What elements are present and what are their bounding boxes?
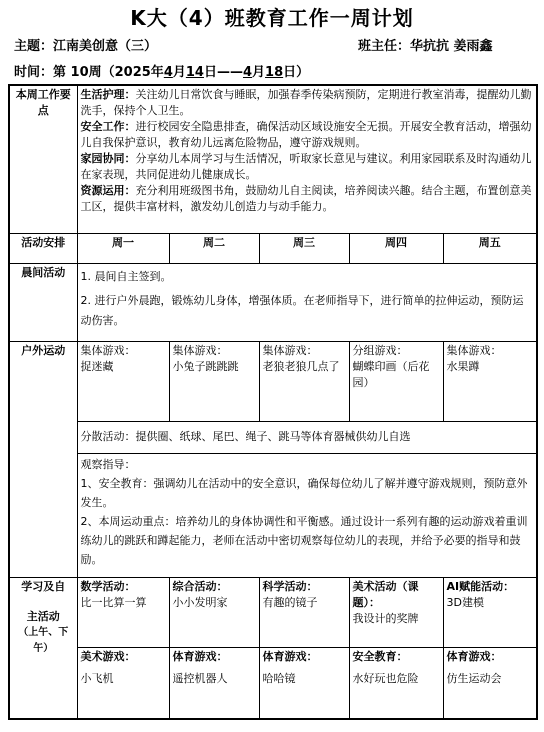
theme-line (14, 35, 157, 54)
study-cell: 美术活动（课题）： 我设计的奖牌 (349, 577, 443, 647)
focus-label: 本周工作要点 (9, 85, 77, 233)
teachers-value: 华抗抗 姜雨鑫 (410, 39, 493, 54)
start-month: 4 (163, 65, 173, 80)
day-wed: 周三 (259, 233, 349, 263)
morning-row (9, 263, 537, 341)
guidance-line: 1、安全教育：强调幼儿在活动中的安全意识，确保每位幼儿了解并遵守游戏规则，预防意外发生。 (80, 476, 528, 509)
time-line: 时间：第 10周（2025年4月14日——4月18日） (14, 65, 310, 80)
plan-table (8, 84, 538, 720)
theme-value: 江南美创意（三） (53, 39, 158, 54)
study-cell: 体育游戏： 遥控机器人 (169, 647, 259, 719)
start-day: 14 (185, 65, 204, 80)
day-mon: 周一 (77, 233, 169, 263)
game-cell: 集体游戏： 水果蹲 (443, 341, 537, 421)
morning-content (77, 263, 537, 341)
game-cell: 集体游戏： 捉迷藏 (77, 341, 169, 421)
day-tue: 周二 (169, 233, 259, 263)
guidance-line: 2、本周运动重点：培养幼儿的身体协调性和平衡感。通过设计一系列有趣的运动游戏着重训练幼儿的跳跃和蹲起能力，老师在活动中密切观察每位幼儿的表现，并给予必要的指导和鼓励。 (80, 514, 528, 566)
focus-content (77, 85, 537, 233)
game-cell: 集体游戏： 小兔子跳跳跳 (169, 341, 259, 421)
guidance-content (77, 453, 537, 577)
outdoor-games-row (9, 341, 537, 421)
scatter-activity: 分散活动：提供圈、纸球、尾巴、绳子、跳马等体育器械供幼儿自选 (77, 421, 537, 453)
study-cell: 美术游戏： 小飞机 (77, 647, 169, 719)
study-cell: 数学活动： 比一比算一算 (77, 577, 169, 647)
study-row-1 (9, 577, 537, 647)
teachers-line (358, 35, 493, 54)
game-cell: 集体游戏： 老狼老狼几点了 (259, 341, 349, 421)
outdoor-scatter-row (9, 421, 537, 453)
study-cell: AI赋能活动： 3D建模 (443, 577, 537, 647)
end-day: 18 (265, 65, 284, 80)
study-row-2 (9, 647, 537, 719)
study-cell: 综合活动： 小小发明家 (169, 577, 259, 647)
study-label: 学习及自 主活动 （上午、下午） (9, 577, 77, 719)
guidance-line: 观察指导： (80, 457, 136, 471)
focus-item: 安全工作：进行校园安全隐患排查，确保活动区域设施安全无损。开展安全教育活动，增强幼儿自我保护意识，教育幼儿远离危险物品，遵守游戏规则。 (80, 120, 532, 149)
focus-item: 家园协同：分享幼儿本周学习与生活情况，听取家长意见与建议。利用家园联系及时沟通幼儿在家表现，共同促进幼儿健康成长。 (80, 152, 532, 181)
outdoor-label: 户外运动 (9, 341, 77, 577)
morning-line: 1. 晨间自主签到。 (80, 269, 172, 283)
study-cell: 体育游戏： 哈哈镜 (259, 647, 349, 719)
morning-line: 2. 进行户外晨跑，锻炼幼儿身体，增强体质。在老师指导下，进行简单的拉伸运动，预防运动伤害。 (80, 293, 524, 327)
schedule-label: 活动安排 (9, 233, 77, 263)
day-fri: 周五 (443, 233, 537, 263)
study-cell: 体育游戏： 仿生运动会 (443, 647, 537, 719)
teachers-label: 班主任： (358, 39, 411, 54)
focus-item: 资源运用：充分利用班级图书角，鼓励幼儿自主阅读，培养阅读兴趣。结合主题，布置创意美工区，提供丰富材料，激发幼儿创造力与动手能力。 (80, 184, 532, 213)
study-cell: 科学活动： 有趣的镜子 (259, 577, 349, 647)
page-title: K大（4）班教育工作一周计划 (130, 6, 414, 30)
morning-label: 晨间活动 (9, 263, 77, 341)
schedule-row (9, 233, 537, 263)
theme-label: 主题： (14, 39, 54, 54)
outdoor-guidance-row (9, 453, 537, 577)
end-month: 4 (242, 65, 253, 80)
game-cell: 分组游戏： 蝴蝶印画（后花园） (349, 341, 443, 421)
study-cell: 安全教育： 水好玩也危险 (349, 647, 443, 719)
day-thu: 周四 (349, 233, 443, 263)
focus-row (9, 85, 537, 233)
focus-item: 生活护理：关注幼儿日常饮食与睡眠，加强春季传染病预防，定期进行教室消毒，提醒幼儿勤洗手，保持个人卫生。 (80, 88, 532, 117)
